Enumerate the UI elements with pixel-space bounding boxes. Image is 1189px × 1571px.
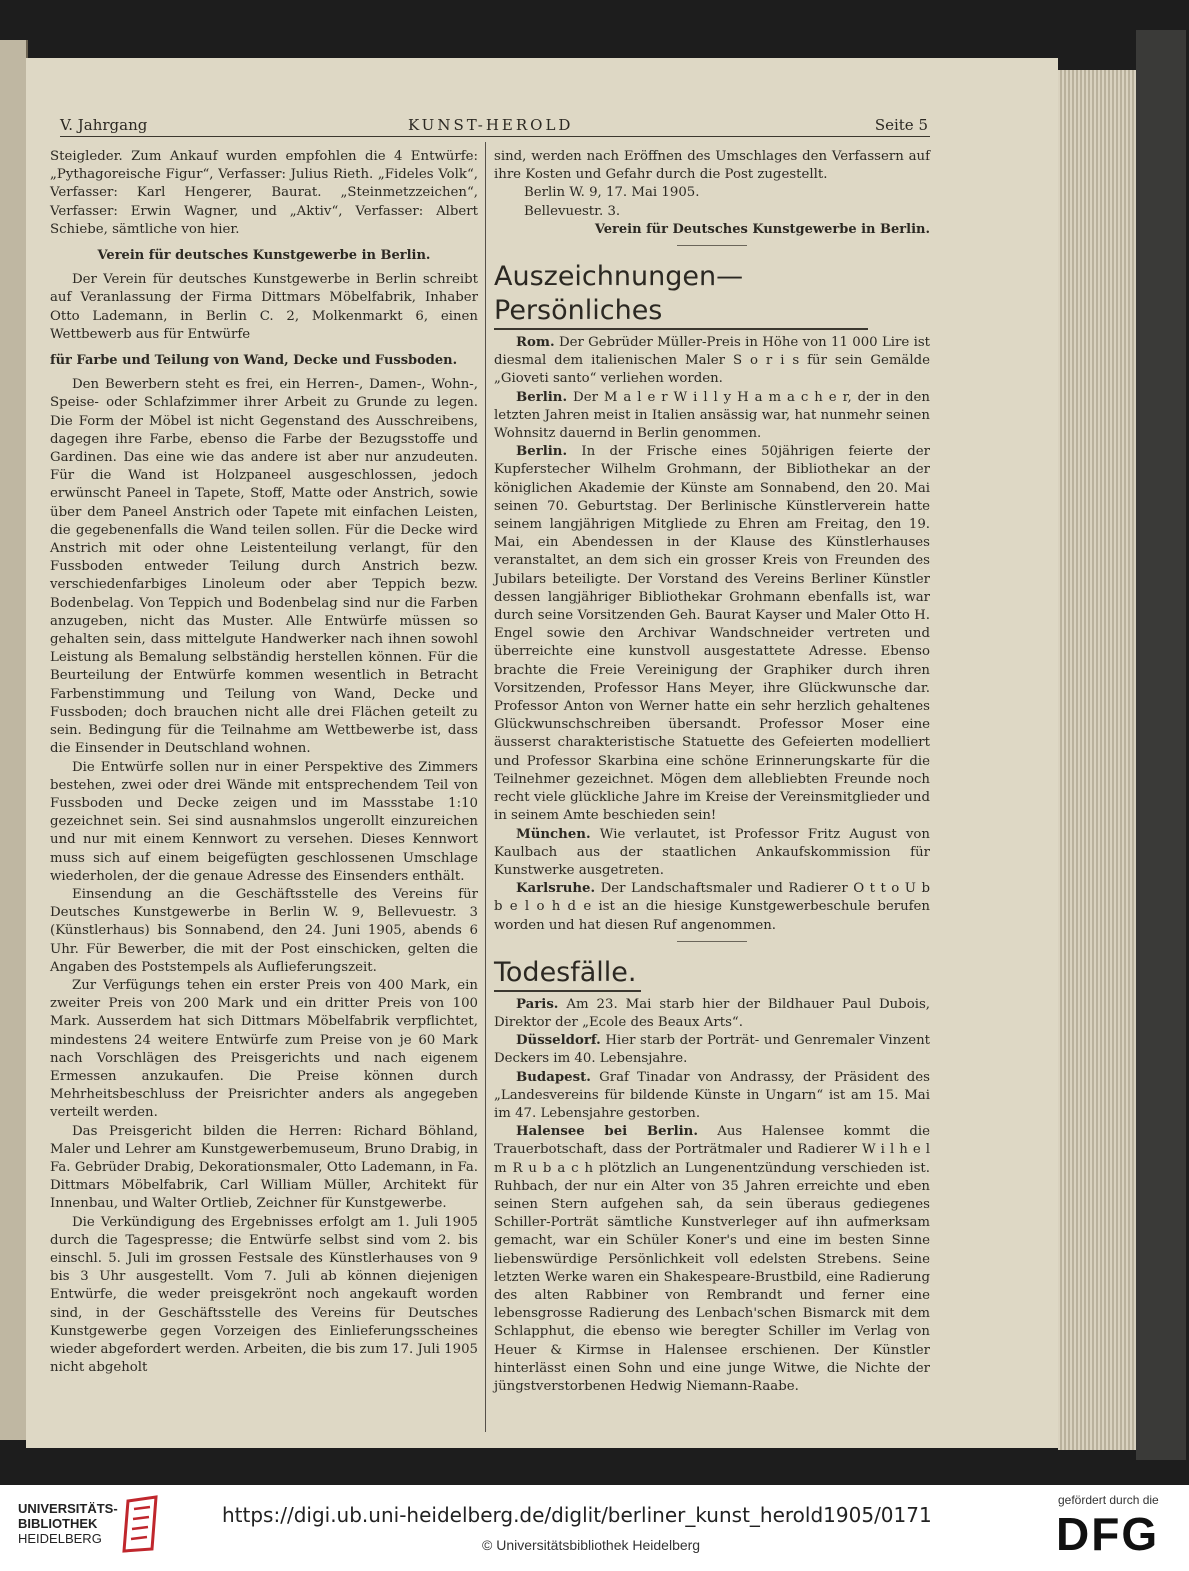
volume-label: V. Jahrgang	[60, 116, 148, 134]
funding-note: gefördert durch die	[1058, 1493, 1159, 1507]
divider	[677, 245, 747, 246]
news-item	[494, 1123, 930, 1396]
library-name-line: BIBLIOTHEK	[18, 1516, 98, 1531]
news-item	[494, 996, 930, 1032]
news-place: Halensee bei Berlin.	[516, 1124, 698, 1140]
news-item	[494, 826, 930, 881]
paragraph: sind, werden nach Eröffnen des Umschlages den Verfassern auf ihre Kosten und Gefahr durch die Post zugestellt.	[494, 149, 930, 183]
library-name[interactable]	[18, 1501, 118, 1546]
news-item	[494, 443, 930, 825]
news-text: Am 23. Mai starb hier der Bildhauer Paul Dubois, Direktor der „Ecole des Beaux Arts“.	[494, 996, 931, 1030]
column-separator	[485, 142, 486, 1432]
signature: Verein für Deutsches Kunstgewerbe in Berlin.	[594, 221, 930, 237]
divider	[677, 941, 747, 942]
paragraph: Steigleder. Zum Ankauf wurden empfohlen die 4 Entwürfe: „Pythagoreische Figur“, Verfasser: Julius Rieth. „Fideles Volk“, Verfasser: Karl Hengerer, Baurat. „Steinmetzzeichen“, Verfasser: Erwin Wagner, und „Aktiv“, Verfasser: Albert Schiebe, sämtliche von hier.	[50, 149, 478, 237]
address-line: Bellevuestr. 3.	[524, 203, 621, 219]
section-heading-obituaries: Todesfälle.	[494, 956, 641, 992]
news-place: Budapest.	[516, 1069, 591, 1085]
paragraph: Den Bewerbern steht es frei, ein Herren-, Damen-, Wohn-, Speise- oder Schlafzimmer ihrer Arbeit zu Grunde zu legen. Die Form der Möbel ist nicht Gegenstand des Ausschreibens, dagegen ihre Farbe, ebenso die Farbe der Bezugsstoffe und Gardinen. Das eine wie das andere ist aber nur anzudeuten. Für die Wand ist Holzpaneel ausgeschlossen, jedoch erwünscht Paneel in Tapete, Stoff, Matte oder Anstrich, sowie über dem Paneel Anstrich oder Tapete mit einfachen Leisten, die gegebenenfalls die Wand teilen sollen. Für die Decke wird Anstrich mit oder ohne Leistenteilung verlangt, für den Fussboden entweder Teilung durch Anstrich bezw. verschiedenfarbiges Linoleum oder aber Teppich bezw. Bodenbelag. Von Teppich und Bodenbelag sind nur die Farben anzugeben, nicht das Muster. Alle Entwürfe müssen so gehalten sein, dass mittelgute Handwerker nach ihnen sowohl Leistung als Bemalung selbständig herstellen können. Für die Beurteilung der Entwürfe kommen wesentlich in Betracht Farbenstimmung und Teilung von Wand, Decke und Fussboden; doch brauchen nicht alle drei Flächen geteilt zu sein. Bedingung für die Teilnahme am Wettbewerbe ist, dass die Einsender in Deutschland wohnen.	[50, 377, 478, 757]
header-rule	[60, 136, 930, 137]
news-item	[494, 880, 930, 935]
page-header	[60, 116, 928, 138]
article-subheading: für Farbe und Teilung von Wand, Decke und Fussboden.	[50, 353, 458, 369]
section-heading-awards: Auszeichnungen—Persönliches	[494, 260, 868, 330]
news-place: Berlin.	[516, 389, 568, 405]
news-item	[494, 1032, 930, 1068]
paragraph: Zur Verfügungs tehen ein erster Preis von 400 Mark, ein zweiter Preis von 200 Mark und ein dritter Preis von 100 Mark. Ausserdem hat sich Dittmars Möbelfabrik verpflichtet, mindestens 24 weitere Entwürfe zum Preise von je 60 Mark nach Vorschlägen des Preisgerichts und nach eigenem Ermessen anzukaufen. Die Preise können durch Mehrheitsbeschluss der Preisrichter anders als angegeben verteilt werden.	[50, 977, 478, 1121]
left-page-edge	[0, 40, 28, 1440]
news-text: Aus Halensee kommt die Trauerbotschaft, dass der Porträtmaler und Radierer W i l h e l m R u b a c h plötzlich an Lungenentzündung verschieden ist. Ruhbach, der nur ein Alter von 35 Jahren erreichte und eben seinen Stern aufgehen sah, da sein überaus gediegenes Schiller-Porträt sämtliche Kunstverleger auf ihn aufmerksam gemacht, war ein Schüler Koner's und eine im besten Sinne liebenswürdige Persönlichkeit voll edelsten Strebens. Seine letzten Werke waren ein Shakespeare-Brustbild, eine Radierung des alten Rabbiner von Rembrandt und ferner eine lebensgrosse Radierung des Lenbach'schen Bismarck mit dem Schlapphut, die ebenso wie beregter Schiller im Verlag von Heuer & Kirmse in Halensee erschienen. Der Künstler hinterlässt einen Sohn und eine junge Witwe, die Nichte der jüngstverstorbenen Hedwig Niemann-Raabe.	[494, 1124, 930, 1394]
book-page-edges	[1058, 70, 1136, 1450]
news-text: Der M a l e r W i l l y H a m a c h e r, der in den letzten Jahren meist in Italien ansässig war, hat nunmehr seinen Wohnsitz dauernd in Berlin genommen.	[494, 389, 930, 442]
viewer-footer	[0, 1485, 1189, 1571]
library-logo-icon[interactable]	[122, 1495, 162, 1553]
news-place: Paris.	[516, 996, 559, 1012]
news-text: Graf Tinadar von Andrassy, der Präsident des „Landesvereins für bildende Künste in Ungarn“ ist am 15. Mai im 47. Lebensjahre gestorben.	[494, 1069, 930, 1121]
news-text: Hier starb der Porträt- und Genremaler Vinzent Deckers im 40. Lebensjahre.	[494, 1033, 930, 1067]
article-heading: Verein für deutsches Kunstgewerbe in Berlin.	[97, 248, 431, 264]
library-name-line: HEIDELBERG	[18, 1531, 102, 1546]
news-place: Düsseldorf.	[516, 1033, 601, 1049]
news-item	[494, 389, 930, 444]
masthead-title: KUNST-HEROLD	[408, 116, 574, 134]
paragraph: Der Verein für deutsches Kunstgewerbe in Berlin schreibt auf Veranlassung der Firma Dittmars Möbelfabrik, Inhaber Otto Lademann, in Berlin C. 2, Molkenmarkt 6, einen Wettbewerb aus für Entwürfe	[50, 272, 478, 342]
paragraph: Die Verkündigung des Ergebnisses erfolgt am 1. Juli 1905 durch die Tagespresse; die Entwürfe selbst sind vom 2. bis einschl. 5. Juli im grossen Festsale des Künstlerhauses von 9 bis 3 Uhr ausgestellt. Vom 7. Juli ab können diejenigen Entwürfe, die weder preisgekrönt noch angekauft worden sind, in der Geschäftsstelle des Vereins für Deutsches Kunstgewerbe gegen Vorzeigen des Einlieferungsscheines wieder abgefordert werden. Arbeiten, die bis zum 17. Juli 1905 nicht abgeholt	[50, 1214, 478, 1376]
news-text: In der Frische eines 50jährigen feierte der Kupferstecher Wilhelm Grohmann, der Bibliothekar an der königlichen Akademie der Künste am Sonnabend, den 20. Mai seinen 70. Geburtstag. Der Berlinische Künstlerverein hatte seinem langjährigen Mitgliede zu Ehren am Freitag, den 19. Mai, ein Abendessen in der Klause des Künstlerhauses veranstaltet, an dem sich ein grosser Kreis von Freunden des Jubilars beteiligte. Der Vorstand des Vereins Berliner Künstler dessen langjähriger Bibliothekar Grohmann ebenfalls ist, war durch seine Vorsitzenden Geh. Baurat Kayser und Maler Otto H. Engel sowie den Archivar Wandschneider vertreten und überreichte eine kunstvoll ausgestattete Adresse. Ebenso brachte die Freie Vereinigung der Graphiker durch ihren Vorsitzenden, Professor Hans Meyer, ihre Glückwunsche dar. Professor Anton von Werner hatte ein sehr herzlich gehaltenes Glückwunschschreiben übersandt. Professor Moser eine äusserst charakteristische Statuette des Gefeierten modelliert und Professor Skarbina eine schöne Erinnerungskarte für die Teilnehmer gezeichnet. Mögen dem allebliebten Freunde noch recht viele glückliche Jahre im Kreise der Vereinsmitglieder und in seinem Amte beschieden sein!	[494, 444, 930, 824]
book-cover	[1136, 30, 1186, 1460]
dfg-logo[interactable]: DFG	[1056, 1508, 1160, 1560]
news-place: München.	[516, 826, 591, 842]
news-place: Rom.	[516, 335, 555, 351]
paragraph: Das Preisgericht bilden die Herren: Richard Böhland, Maler und Lehrer am Kunstgewerbemuseum, Bruno Drabig, in Fa. Gebrüder Drabig, Dekorationsmaler, Otto Lademann, in Fa. Dittmars Möbelfabrik, Carl William Müller, Architekt für Innenbau, und Walter Ortlieb, Zeichner für Kunstgewerbe.	[50, 1123, 478, 1212]
news-item	[494, 334, 930, 389]
library-name-line: UNIVERSITÄTS-	[18, 1501, 118, 1516]
right-column	[494, 148, 930, 1396]
news-place: Berlin.	[516, 444, 568, 460]
permalink-url[interactable]: https://digi.ub.uni-heidelberg.de/diglit/berliner_kunst_herold1905/0171	[222, 1503, 932, 1527]
copyright-notice: © Universitätsbibliothek Heidelberg	[482, 1537, 701, 1553]
news-text: Wie verlautet, ist Professor Fritz August von Kaulbach aus der staatlichen Ankaufskommission für Kunstwerke ausgetreten.	[494, 826, 930, 878]
dateline: Berlin W. 9, 17. Mai 1905.	[524, 185, 700, 201]
page-number: Seite 5	[874, 116, 928, 134]
paragraph: Die Entwürfe sollen nur in einer Perspektive des Zimmers bestehen, zwei oder drei Wände mit entsprechendem Teil von Fussboden und Decke zeigen und im Massstabe 1:10 gezeichnet sein. Sei sind ausnahmslos ungerollt einzureichen und nur mit einem Kennwort zu versehen. Dieses Kennwort muss sich auf einem beigefügten geschlossenen Umschlage wiederholen, der die genaue Adresse des Einsenders enthält.	[50, 759, 478, 884]
news-item	[494, 1069, 930, 1124]
news-text: Der Landschaftsmaler und Radierer O t t o U b b e l o h d e ist an die hiesige Kunstgewerbeschule berufen worden und hat diesen Ruf angenommen.	[494, 881, 930, 933]
left-column	[50, 148, 478, 1377]
newspaper-page	[26, 58, 1058, 1448]
news-place: Karlsruhe.	[516, 881, 596, 897]
news-text: Der Gebrüder Müller-Preis in Höhe von 11 000 Lire ist diesmal dem italienischen Maler S o r i s für sein Gemälde „Gioveti santo“ verliehen worden.	[494, 335, 930, 387]
paragraph: Einsendung an die Geschäftsstelle des Vereins für Deutsches Kunstgewerbe in Berlin W. 9, Bellevuestr. 3 (Künstlerhaus) bis Sonnabend, den 24. Juni 1905, abends 6 Uhr. Für Bewerber, die mit der Post einschicken, gelten die Angaben des Poststempels als Auflieferungszeit.	[50, 886, 478, 975]
